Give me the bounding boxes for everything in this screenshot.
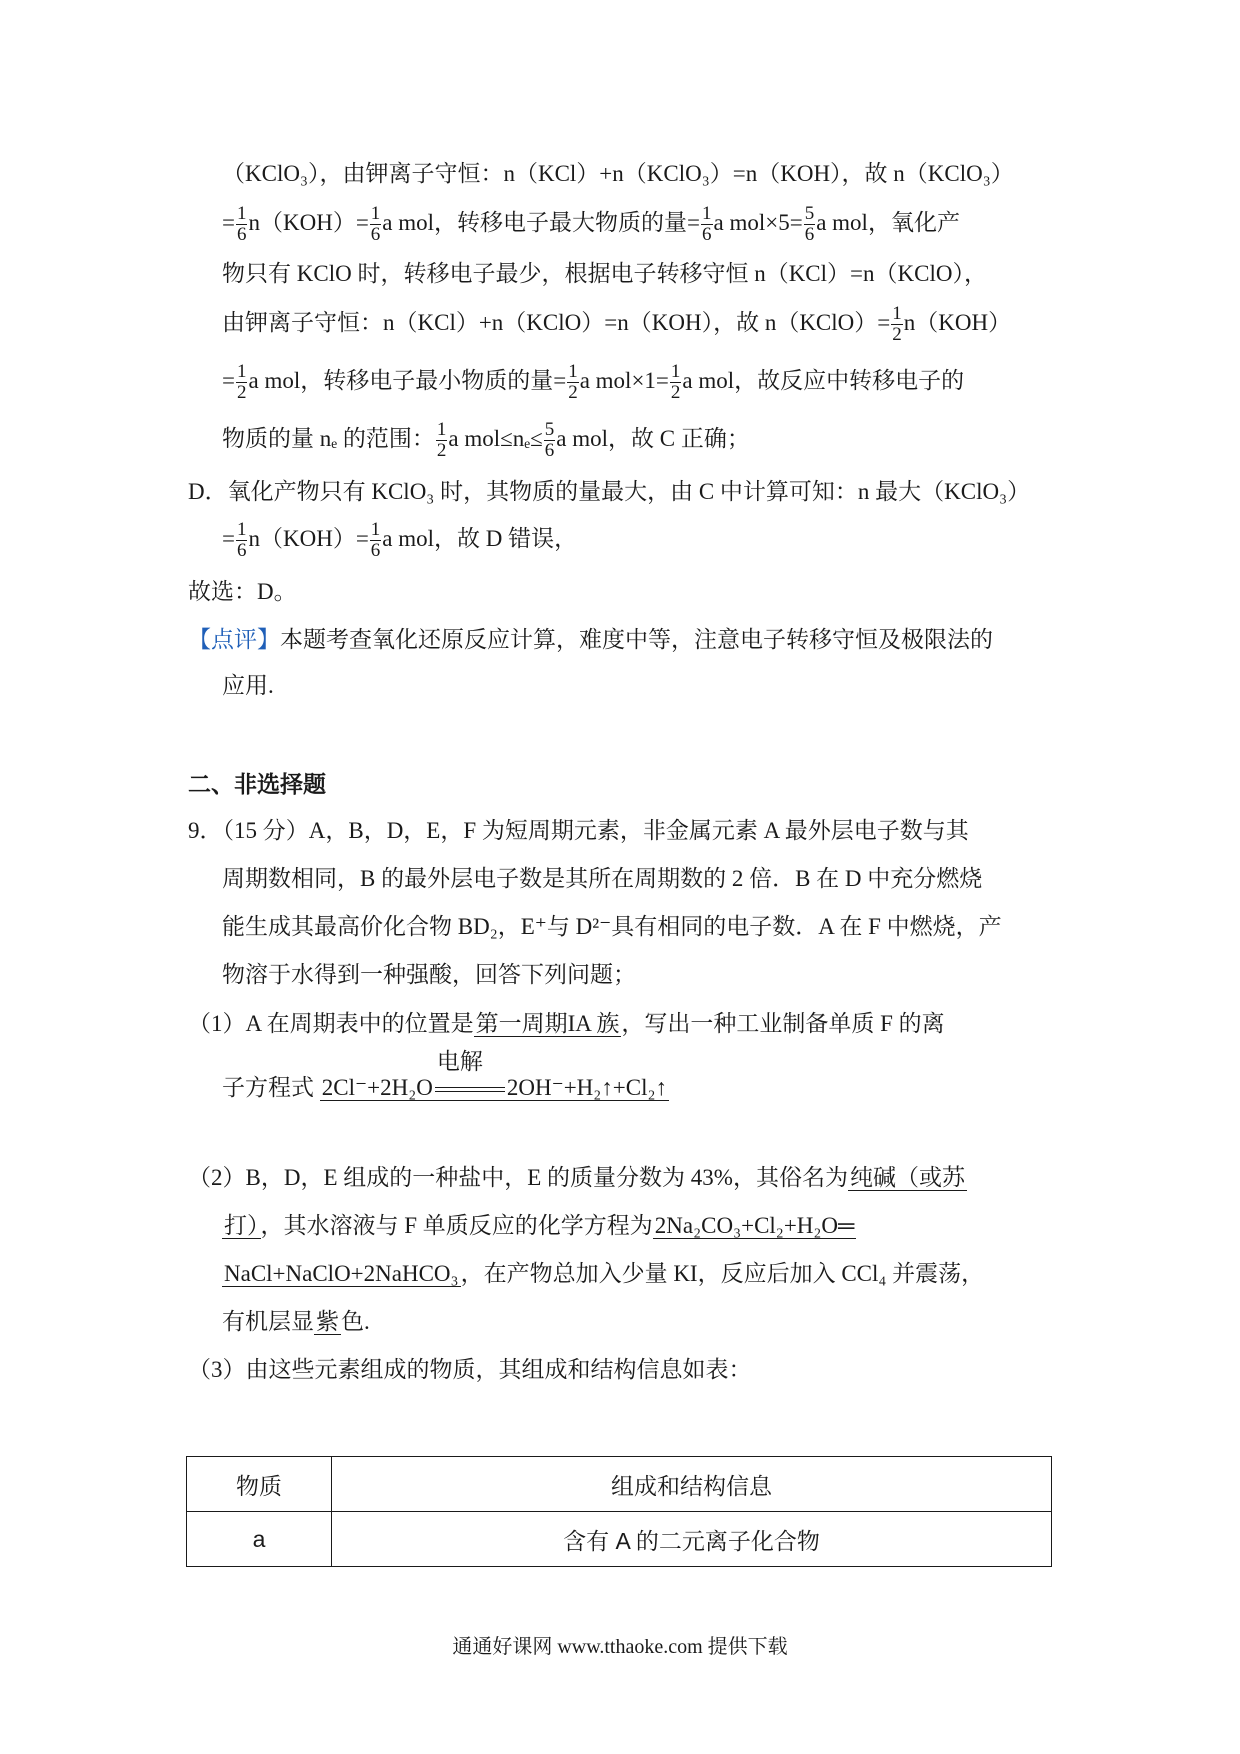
- fraction: $\frac{5}{6}$: [544, 419, 555, 461]
- question-line: 能生成其最高价化合物 BD₂，E⁺与 D²⁻具有相同的电子数．A 在 F 中燃烧，产: [222, 914, 1002, 939]
- answer-equation: NaCl+NaClO+2NaHCO₃: [224, 1261, 459, 1286]
- text-fragment: a mol，转移电子最小物质的量=: [248, 367, 567, 393]
- info-table: [186, 1456, 1052, 1567]
- text-fragment: （2）B，D，E 组成的一种盐中，E 的质量分数为 43%，其俗名为: [188, 1165, 848, 1190]
- fraction: $\frac{1}{2}$: [236, 361, 247, 403]
- text-line: [222, 304, 1011, 345]
- text-fragment: a mol，转移电子最大物质的量=: [382, 209, 701, 235]
- text-line: [222, 362, 964, 403]
- answer-blank: 紫: [316, 1309, 339, 1334]
- text-fragment: a mol，故反应中转移电子的: [682, 367, 965, 393]
- answer-blank: 第一周期IA 族: [475, 1011, 620, 1036]
- table-row: [187, 1512, 1052, 1567]
- text-fragment: 色.: [341, 1309, 370, 1334]
- question-line: 周期数相同，B 的最外层电子数是其所在周期数的 2 倍．B 在 D 中充分燃烧: [222, 866, 983, 891]
- equation-right: 2OH⁻+H₂↑+Cl₂↑: [506, 1075, 668, 1100]
- question-part: [222, 1306, 370, 1338]
- table-header-row: [187, 1457, 1052, 1512]
- table-header: 物质: [187, 1457, 332, 1512]
- text-fragment: =: [222, 367, 235, 393]
- fraction: $\frac{1}{6}$: [236, 519, 247, 561]
- question-line: 9．（15 分）A，B，D，E，F 为短周期元素，非金属元素 A 最外层电子数与其: [188, 818, 969, 843]
- text-line: [222, 204, 960, 245]
- text-fragment: a mol×5=: [713, 209, 803, 235]
- reaction-arrow: [433, 1049, 507, 1104]
- text-fragment: 有机层显: [222, 1309, 314, 1334]
- fraction: $\frac{5}{6}$: [804, 203, 815, 245]
- text-fragment: （1）A 在周期表中的位置是: [188, 1011, 474, 1036]
- text-fragment: n（KOH）=: [248, 525, 369, 551]
- table-cell: 含有 A 的二元离子化合物: [332, 1512, 1052, 1567]
- text-fragment: 由钾离子守恒：n（KCl）+n（KClO）=n（KOH），故 n（KClO）=: [222, 309, 891, 335]
- text-fragment: =: [222, 525, 235, 551]
- question-part: [222, 1210, 856, 1242]
- text-line: 故选：D。: [188, 579, 297, 604]
- answer-blank: 打）: [224, 1213, 259, 1238]
- section-title: 二、非选择题: [188, 772, 326, 797]
- text-line: 应用.: [222, 673, 274, 698]
- table-cell: a: [187, 1512, 332, 1567]
- text-fragment: a mol，故 C 正确；: [556, 425, 750, 451]
- fraction: $\frac{1}{2}$: [670, 361, 681, 403]
- fraction: $\frac{1}{2}$: [568, 361, 578, 403]
- comment-label: 【点评】: [188, 627, 280, 652]
- fraction: $\frac{1}{6}$: [702, 203, 712, 245]
- text-fragment: 物质的量 nₑ 的范围：: [222, 425, 435, 451]
- text-line: [222, 520, 577, 561]
- text-fragment: 本题考查氧化还原反应计算，难度中等，注意电子转移守恒及极限法的: [280, 627, 993, 652]
- text-fragment: ，其水溶液与 F 单质反应的化学方程为: [260, 1213, 653, 1238]
- text-fragment: n（KOH）: [903, 309, 1012, 335]
- answer-blank: 纯碱（或苏: [849, 1165, 965, 1190]
- question-line: 物溶于水得到一种强酸，回答下列问题；: [222, 962, 636, 987]
- answer-equation: [320, 1049, 669, 1101]
- equation-left: 2Cl⁻+2H₂O: [321, 1075, 433, 1100]
- question-part: [188, 1008, 945, 1040]
- fraction: $\frac{1}{2}$: [436, 419, 447, 461]
- comment-line: [188, 624, 993, 656]
- reaction-condition: 电解: [436, 1049, 483, 1074]
- equation-line: [222, 1049, 669, 1104]
- text-line: 物只有 KClO 时，转移电子最少，根据电子转移守恒 n（KCl）=n（KClO），: [222, 261, 987, 286]
- text-line: （KClO₃），由钾离子守恒：n（KCl）+n（KClO₃）=n（KOH），故 n（KClO₃）: [222, 161, 1014, 186]
- question-part: （3）由这些元素组成的物质，其组成和结构信息如表：: [188, 1357, 752, 1382]
- text-line: D．氧化产物只有 KClO₃ 时，其物质的量最大，由 C 中计算可知：n 最大（KClO₃）: [188, 479, 1031, 504]
- text-fragment: 子方程式: [222, 1075, 314, 1100]
- fraction: $\frac{1}{2}$: [892, 303, 902, 345]
- question-part: [188, 1162, 967, 1194]
- text-fragment: a mol，故 D 错误，: [382, 525, 578, 551]
- fraction: $\frac{1}{6}$: [370, 203, 381, 245]
- text-fragment: ，写出一种工业制备单质 F 的离: [621, 1011, 945, 1036]
- text-line: [222, 420, 750, 461]
- text-fragment: a mol×1=: [579, 367, 669, 393]
- question-part: [222, 1258, 984, 1290]
- text-fragment: =: [222, 209, 235, 235]
- text-fragment: n（KOH）=: [248, 209, 369, 235]
- fraction: $\frac{1}{6}$: [370, 519, 381, 561]
- page-footer: 通通好课网 www.tthaoke.com 提供下载: [452, 1636, 788, 1658]
- text-fragment: a mol，氧化产: [816, 209, 960, 235]
- answer-equation: 2Na₂CO₃+Cl₂+H₂O═: [654, 1213, 855, 1238]
- text-fragment: a mol≤nₑ≤: [448, 425, 543, 451]
- text-fragment: ，在产物总加入少量 KI，反应后加入 CCl₄ 并震荡，: [460, 1261, 985, 1286]
- fraction: $\frac{1}{6}$: [236, 203, 247, 245]
- table-header: 组成和结构信息: [332, 1457, 1052, 1512]
